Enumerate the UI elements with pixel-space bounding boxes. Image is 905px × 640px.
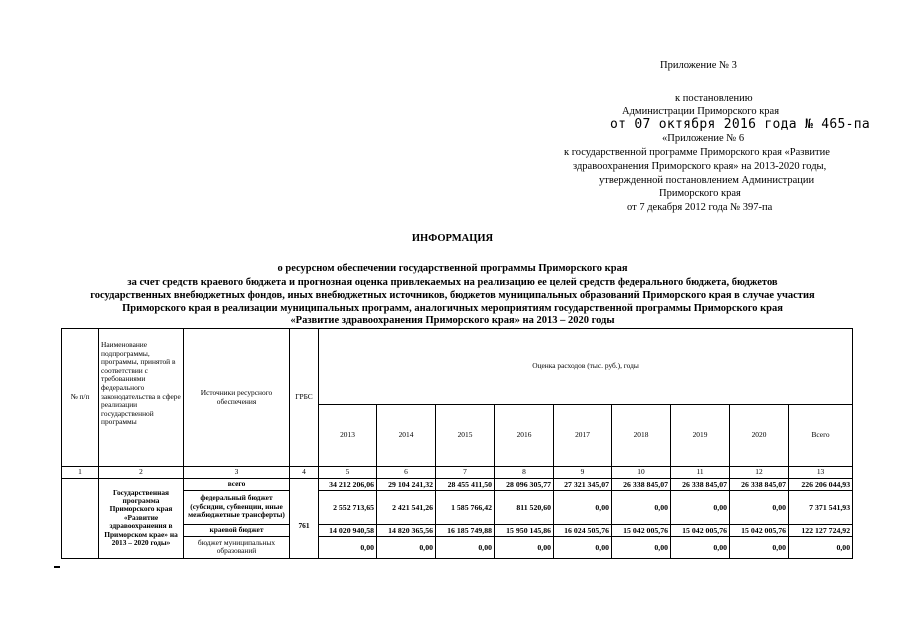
subtitle-line-1: о ресурсном обеспечении государственной программы Приморского края — [277, 263, 628, 274]
header-grbs: ГРБС — [290, 329, 319, 467]
value-cell: 15 042 005,76 — [612, 524, 671, 536]
orig-line-5: от 7 декабря 2012 года № 397-па — [627, 202, 773, 213]
col-number: 3 — [184, 467, 290, 479]
orig-line-4: Приморского края — [659, 188, 741, 199]
row-number-cell — [62, 478, 99, 558]
year-header: 2013 — [319, 405, 377, 467]
year-header: 2020 — [730, 405, 789, 467]
appendix-title: Приложение № 3 — [660, 60, 737, 71]
col-number: 4 — [290, 467, 319, 479]
value-cell: 26 338 845,07 — [671, 478, 730, 490]
value-cell: 0,00 — [319, 536, 377, 558]
year-header: 2014 — [377, 405, 436, 467]
col-number: 5 — [319, 467, 377, 479]
value-cell: 15 042 005,76 — [730, 524, 789, 536]
orig-line-3: утвержденной постановлением Администрации — [599, 175, 815, 186]
source-cell: краевой бюджет — [184, 524, 290, 536]
col-number: 8 — [495, 467, 554, 479]
value-cell: 28 455 411,50 — [436, 478, 495, 490]
value-cell: 15 042 005,76 — [671, 524, 730, 536]
value-cell: 0,00 — [730, 490, 789, 524]
col-number: 9 — [554, 467, 612, 479]
value-cell: 0,00 — [612, 536, 671, 558]
value-cell: 0,00 — [671, 490, 730, 524]
year-header: 2017 — [554, 405, 612, 467]
value-cell: 26 338 845,07 — [730, 478, 789, 490]
value-cell: 16 185 749,88 — [436, 524, 495, 536]
value-cell: 0,00 — [730, 536, 789, 558]
grbs-cell: 761 — [290, 478, 319, 558]
resource-table — [61, 328, 853, 559]
value-cell: 226 206 044,93 — [789, 478, 853, 490]
ref-line-2: Администрации Приморского края — [622, 106, 780, 117]
value-cell: 26 338 845,07 — [612, 478, 671, 490]
year-header: 2016 — [495, 405, 554, 467]
program-name: Государственная программа Приморского края «Развитие здравоохранения в Приморском крае» на 2013 – 2020 годы» — [99, 478, 184, 558]
header-estimate: Оценка расходов (тыс. руб.), годы — [319, 329, 853, 405]
value-cell: 7 371 541,93 — [789, 490, 853, 524]
source-cell: бюджет муниципальных образований — [184, 536, 290, 558]
handwritten-date: от 07 октября 2016 года № 465-па — [610, 117, 871, 132]
col-number: 6 — [377, 467, 436, 479]
value-cell: 0,00 — [495, 536, 554, 558]
source-cell: всего — [184, 478, 290, 490]
source-cell: федеральный бюджет (субсидии, субвенции, иные межбюджетные трансферты) — [184, 490, 290, 524]
value-cell: 34 212 206,06 — [319, 478, 377, 490]
value-cell: 16 024 505,76 — [554, 524, 612, 536]
value-cell: 15 950 145,86 — [495, 524, 554, 536]
value-cell: 811 520,60 — [495, 490, 554, 524]
subtitle-line-4: Приморского края в реализации муниципальных программ, аналогичных мероприятиям государственной программы Приморского края — [122, 303, 783, 314]
doc-title: ИНФОРМАЦИЯ — [411, 233, 494, 244]
value-cell: 0,00 — [554, 490, 612, 524]
value-cell: 0,00 — [554, 536, 612, 558]
value-cell: 2 421 541,26 — [377, 490, 436, 524]
value-cell: 0,00 — [377, 536, 436, 558]
orig-appendix: «Приложение № 6 — [662, 133, 745, 144]
year-header: Всего — [789, 405, 853, 467]
col-number: 10 — [612, 467, 671, 479]
value-cell: 122 127 724,92 — [789, 524, 853, 536]
subtitle-line-5: «Развитие здравоохранения Приморского края» на 2013 – 2020 годы — [290, 315, 615, 326]
table-row — [62, 478, 853, 490]
value-cell: 28 096 305,77 — [495, 478, 554, 490]
col-number: 1 — [62, 467, 99, 479]
header-source: Источники ресурсного обеспечения — [184, 329, 290, 467]
value-cell: 2 552 713,65 — [319, 490, 377, 524]
col-number: 2 — [99, 467, 184, 479]
value-cell: 14 020 940,58 — [319, 524, 377, 536]
subtitle-line-3: государственных внебюджетных фондов, иных внебюджетных источников, бюджетов муниципальных образований Приморского края в случае участия — [90, 290, 815, 301]
header-num: № п/п — [62, 329, 99, 467]
col-number: 11 — [671, 467, 730, 479]
orig-line-1: к государственной программе Приморского края «Развитие — [564, 147, 830, 158]
col-number: 12 — [730, 467, 789, 479]
col-number: 7 — [436, 467, 495, 479]
value-cell: 27 321 345,07 — [554, 478, 612, 490]
value-cell: 1 585 766,42 — [436, 490, 495, 524]
header-name: Наименование подпрограммы, программы, принятой в соответствии с требованиями федерального законодательства в сфере реализации государственной программы — [99, 329, 184, 467]
value-cell: 29 104 241,32 — [377, 478, 436, 490]
value-cell: 14 820 365,56 — [377, 524, 436, 536]
year-header: 2019 — [671, 405, 730, 467]
year-header: 2015 — [436, 405, 495, 467]
value-cell: 0,00 — [789, 536, 853, 558]
value-cell: 0,00 — [612, 490, 671, 524]
margin-mark — [54, 566, 60, 568]
value-cell: 0,00 — [436, 536, 495, 558]
subtitle-line-2: за счет средств краевого бюджета и прогнозная оценка привлекаемых на реализацию ее целей средств федерального бюджета, бюджетов — [127, 277, 778, 288]
col-number: 13 — [789, 467, 853, 479]
ref-line-1: к постановлению — [675, 93, 753, 104]
year-header: 2018 — [612, 405, 671, 467]
value-cell: 0,00 — [671, 536, 730, 558]
orig-line-2: здравоохранения Приморского края» на 2013-2020 годы, — [573, 161, 827, 172]
